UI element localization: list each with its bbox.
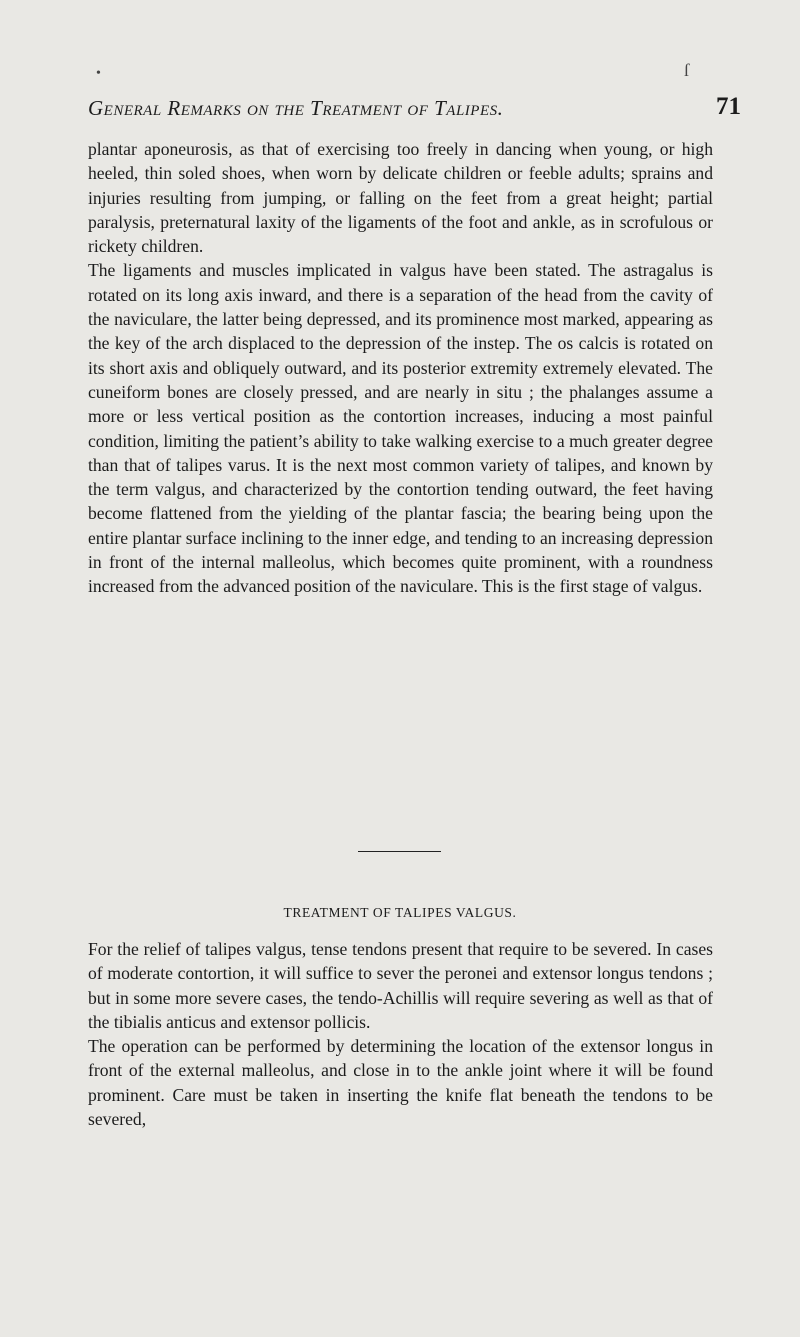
main-text (88, 137, 713, 599)
section-divider (358, 851, 441, 852)
running-header: General Remarks on the Treatment of Talipes. (88, 96, 504, 120)
paragraph: The operation can be performed by determining the location of the extensor longus in front of the external malleolus, and close in to the ankle joint where it will be found prominent. Care must be taken in inserting the knife flat beneath the tendons to be severed, (88, 1036, 713, 1130)
paragraph: For the relief of talipes valgus, tense tendons present that require to be severed. In cases of moderate contortion, it will suffice to sever the peronei and extensor longus tendons ; but in some more severe cases, the tendo-Achillis will require severing as well as that of the tibialis anticus and extensor pollicis. (88, 939, 713, 1032)
section-text (88, 937, 713, 1131)
page-number: 71 (716, 93, 741, 120)
section-heading: TREATMENT OF TALIPES VALGUS. (283, 905, 517, 920)
print-speck: • (96, 66, 101, 81)
paragraph: The ligaments and muscles implicated in valgus have been stated. The astragalus is rotated on its long axis inward, and there is a separation of the head from the cavity of the naviculare, the latter being depressed, and its prominence most marked, appearing as the key of the arch displaced to the depression of the instep. The os calcis is rotated on its short axis and obliquely outward, and its posterior extremity extremely elevated. The cuneiform bones are closely pressed, and are nearly in situ ; the phalanges assume a more or less vertical position as the contortion increases, inducing a most painful condition, limiting the patient’s ability to take walking exercise to a much greater degree than that of talipes varus. It is the next most common variety of talipes, and known by the term valgus, and characterized by the contortion tending outward, the feet having become flattened from the yielding of the plantar fascia; the bearing being upon the entire plantar surface inclining to the inner edge, and tending to an increasing depression in front of the internal malleolus, which becomes quite prominent, with a roundness increased from the advanced position of the naviculare. This is the first stage of valgus. (88, 260, 713, 597)
print-speck: ſ (684, 60, 690, 80)
paragraph: plantar aponeurosis, as that of exercising too freely in dancing when young, or high heeled, thin soled shoes, when worn by delicate children or feeble adults; sprains and injuries resulting from jumping, or falling on the feet from a great height; partial paralysis, preternatural laxity of the ligaments of the foot and ankle, as in scrofulous or rickety children. (88, 139, 713, 257)
